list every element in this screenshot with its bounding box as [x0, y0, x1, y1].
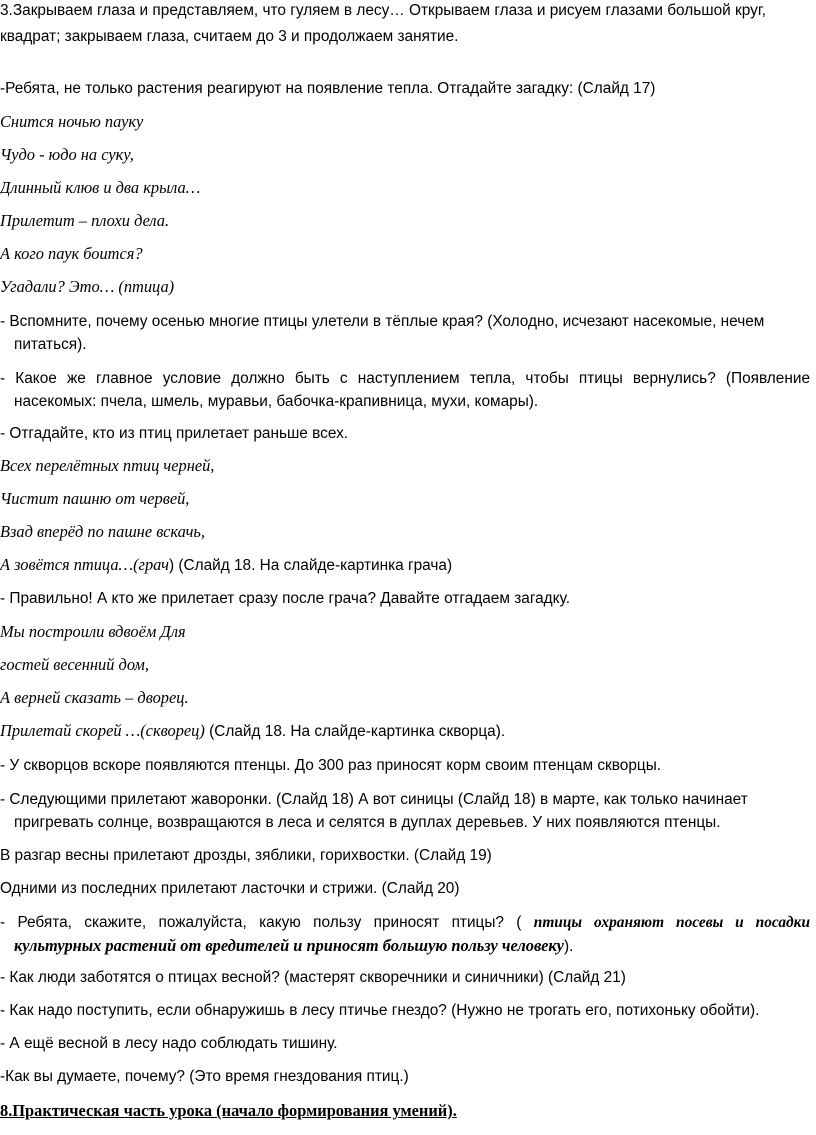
riddle3-line-2: гостей весенний дом, — [0, 655, 149, 674]
riddle2-line-2: Чистит пашню от червей, — [0, 489, 190, 508]
larks-line-2: пригревать солнце, возвращаются в леса и селятся в дуплах деревьев. У них появляются птенцы. — [14, 814, 721, 831]
riddle1-line-1: Снится ночью пауку — [0, 112, 144, 131]
q-autumn-line-2: питаться). — [14, 336, 87, 353]
riddle2-answer: А зовётся птица…(грач — [0, 555, 169, 574]
riddle3-answer: Прилетай скорей …(скворец) — [0, 721, 205, 740]
riddle1-line-6: Угадали? Это… (птица) — [0, 277, 175, 296]
riddle2-line-1: Всех перелётных птиц черней, — [0, 456, 215, 475]
q-condition-line-1: - Какое же главное условие должно быть с наступлением тепла, чтобы птицы вернулись? (Появление — [0, 370, 810, 387]
riddle3-line-3: А верней сказать – дворец. — [0, 688, 189, 707]
q-why: -Как вы думаете, почему? (Это время гнездования птиц.) — [0, 1068, 409, 1085]
riddle2-answer-line — [0, 555, 452, 576]
thrushes-paragraph: В разгар весны прилетают дрозды, зяблики, горихвостки. (Слайд 19) — [0, 847, 492, 864]
riddle3-answer-line — [0, 721, 505, 742]
q-benefit-line-2 — [14, 936, 573, 957]
q-first-bird: - Отгадайте, кто из птиц прилетает раньше всех. — [0, 425, 349, 442]
q-benefit-line-1 — [0, 913, 810, 933]
larks-line-1: - Следующими прилетают жаворонки. (Слайд 18) А вот синицы (Слайд 18) в марте, как только начинает — [0, 791, 748, 808]
riddle1-line-4: Прилетит – плохи дела. — [0, 211, 170, 230]
intro-line-1: 3.Закрываем глаза и представляем, что гуляем в лесу… Открываем глаза и рисуем глазами большой круг, — [0, 2, 766, 19]
q-benefit-close: ). — [563, 938, 574, 955]
starlings-paragraph: - У скворцов вскоре появляются птенцы. До 300 раз приносят корм своим птенцам скворцы. — [0, 757, 662, 774]
riddle3-slide-note: (Слайд 18. На слайде-картинка скворца). — [204, 723, 506, 740]
riddle2-line-3: Взад вперёд по пашне вскачь, — [0, 522, 205, 541]
q-after-rook: - Правильно! А кто же прилетает сразу после грача? Давайте отгадаем загадку. — [0, 590, 570, 607]
q-benefit-answer-part-1: птицы охраняют посевы и посадки — [533, 914, 810, 931]
q-care: - Как люди заботятся о птицах весной? (мастерят скворечники и синичники) (Слайд 21) — [0, 969, 626, 986]
intro-line-2: квадрат; закрываем глаза, считаем до 3 и продолжаем занятие. — [0, 28, 459, 45]
q-benefit-answer-part-2: культурных растений от вредителей и приносят большую пользу человеку — [14, 936, 564, 955]
lead-question: -Ребята, не только растения реагируют на появление тепла. Отгадайте загадку: (Слайд 17) — [0, 80, 656, 97]
section-heading: 8.Практическая часть урока (начало формирования умений). — [0, 1101, 457, 1120]
swallows-paragraph: Одними из последних прилетают ласточки и стрижи. (Слайд 20) — [0, 880, 460, 897]
riddle1-line-5: А кого паук боится? — [0, 244, 143, 263]
riddle3-line-1: Мы построили вдвоём Для — [0, 622, 186, 641]
q-condition-line-2: насекомых: пчела, шмель, муравьи, бабочка-крапивница, мухи, комары). — [14, 393, 539, 410]
q-benefit-question: - Ребята, скажите, пожалуйста, какую пользу приносят птицы? ( — [0, 914, 522, 931]
q-autumn-line-1: - Вспомните, почему осенью многие птицы улетели в тёплые края? (Холодно, исчезают насекомые, нечем — [0, 313, 765, 330]
riddle1-line-3: Длинный клюв и два крыла… — [0, 178, 201, 197]
riddle2-slide-note: ) (Слайд 18. На слайде-картинка грача) — [168, 557, 453, 574]
q-silence: - А ещё весной в лесу надо соблюдать тишину. — [0, 1035, 338, 1052]
riddle1-line-2: Чудо - юдо на суку, — [0, 145, 134, 164]
q-nest: - Как надо поступить, если обнаружишь в лесу птичье гнездо? (Нужно не трогать его, потихоньку обойти). — [0, 1002, 760, 1019]
